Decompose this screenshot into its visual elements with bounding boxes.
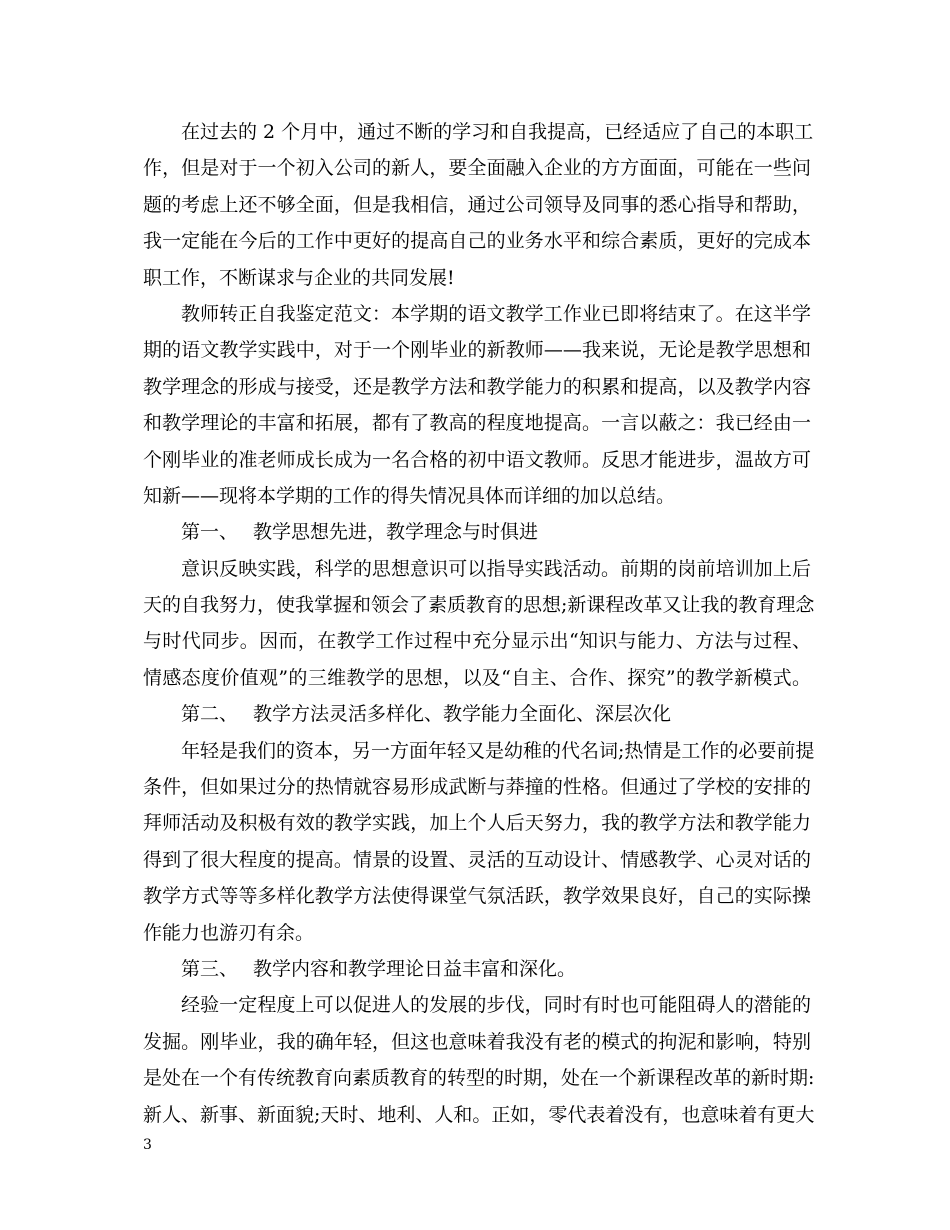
section-number: 第三、 (181, 957, 239, 980)
text-line: 经验一定程度上可以促进人的发展的步伐，同时有时也可能阻碍人的潜能的 (181, 994, 811, 1017)
text-line: 个刚毕业的准老师成长成为一名合格的初中语文教师。反思才能进步，温故方可 (143, 448, 811, 471)
text-line: 作，但是对于一个初入公司的新人，要全面融入企业的方方面面，可能在一些问 (143, 157, 811, 180)
text-line: 知新——现将本学期的工作的得失情况具体而详细的加以总结。 (143, 484, 676, 507)
text-line: 天的自我努力，使我掌握和领会了素质教育的思想;新课程改革又让我的教育理念 (143, 594, 815, 617)
text-line: 我一定能在今后的工作中更好的提高自己的业务水平和综合素质，更好的完成本 (143, 230, 811, 253)
text-line: 得到了很大程度的提高。情景的设置、灵活的互动设计、情感教学、心灵对话的 (143, 848, 811, 871)
section-number: 第一、 (181, 521, 239, 544)
text-line: 教学理念的形成与接受，还是教学方法和教学能力的积累和提高，以及教学内容 (143, 375, 811, 398)
text-line: 职工作，不断谋求与企业的共同发展! (143, 266, 455, 289)
page-number: 3 (143, 1137, 152, 1153)
text-line: 教学方式等等多样化教学方法使得课堂气氛活跃，教学效果良好，自己的实际操 (143, 885, 811, 908)
section-number: 第二、 (181, 703, 239, 726)
section-heading (143, 951, 811, 987)
text-line: 拜师活动及积极有效的教学实践，加上个人后天努力，我的教学方法和教学能力 (143, 812, 811, 835)
text-line: 发掘。刚毕业，我的确年轻，但这也意味着我没有老的模式的拘泥和影响，特别 (143, 1030, 811, 1053)
text-line: 年轻是我们的资本，另一方面年轻又是幼稚的代名词;热情是工作的必要前提 (181, 739, 815, 762)
section-title: 教学方法灵活多样化、教学能力全面化、深层次化 (253, 703, 672, 726)
text-line: 作能力也游刃有余。 (143, 921, 315, 944)
text-line: 和教学理论的丰富和拓展，都有了教高的程度地提高。一言以蔽之：我已经由一 (143, 412, 811, 435)
text-line: 题的考虑上还不够全面，但是我相信，通过公司领导及同事的悉心指导和帮助， (143, 193, 811, 216)
text-line: 教师转正自我鉴定范文：本学期的语文教学工作业已即将结束了。在这半学 (181, 302, 811, 325)
text-line: 与时代同步。因而，在教学工作过程中充分显示出“知识与能力、方法与过程、 (143, 630, 811, 653)
text-line: 情感态度价值观”的三维教学的思想，以及“自主、合作、探究”的教学新模式。 (143, 666, 811, 689)
text-line: 期的语文教学实践中，对于一个刚毕业的新教师——我来说，无论是教学思想和 (143, 339, 811, 362)
section-heading (143, 696, 811, 732)
text-line: 条件，但如果过分的热情就容易形成武断与莽撞的性格。但通过了学校的安排的 (143, 776, 811, 799)
text-line: 意识反映实践，科学的思想意识可以指导实践活动。前期的岗前培训加上后 (181, 557, 811, 580)
text-line: 在过去的 2 个月中，通过不断的学习和自我提高，已经适应了自己的本职工 (181, 121, 814, 143)
section-title: 教学思想先进，教学理念与时俱进 (253, 521, 539, 544)
section-title: 教学内容和教学理论日益丰富和深化。 (253, 957, 577, 980)
text-line: 新人、新事、新面貌;天时、地利、人和。正如，零代表着没有，也意味着有更大 (143, 1103, 815, 1126)
section-heading (143, 514, 811, 550)
text-line: 是处在一个有传统教育向素质教育的转型的时期，处在一个新课程改革的新时期: (143, 1067, 815, 1090)
document-body (143, 114, 815, 1133)
